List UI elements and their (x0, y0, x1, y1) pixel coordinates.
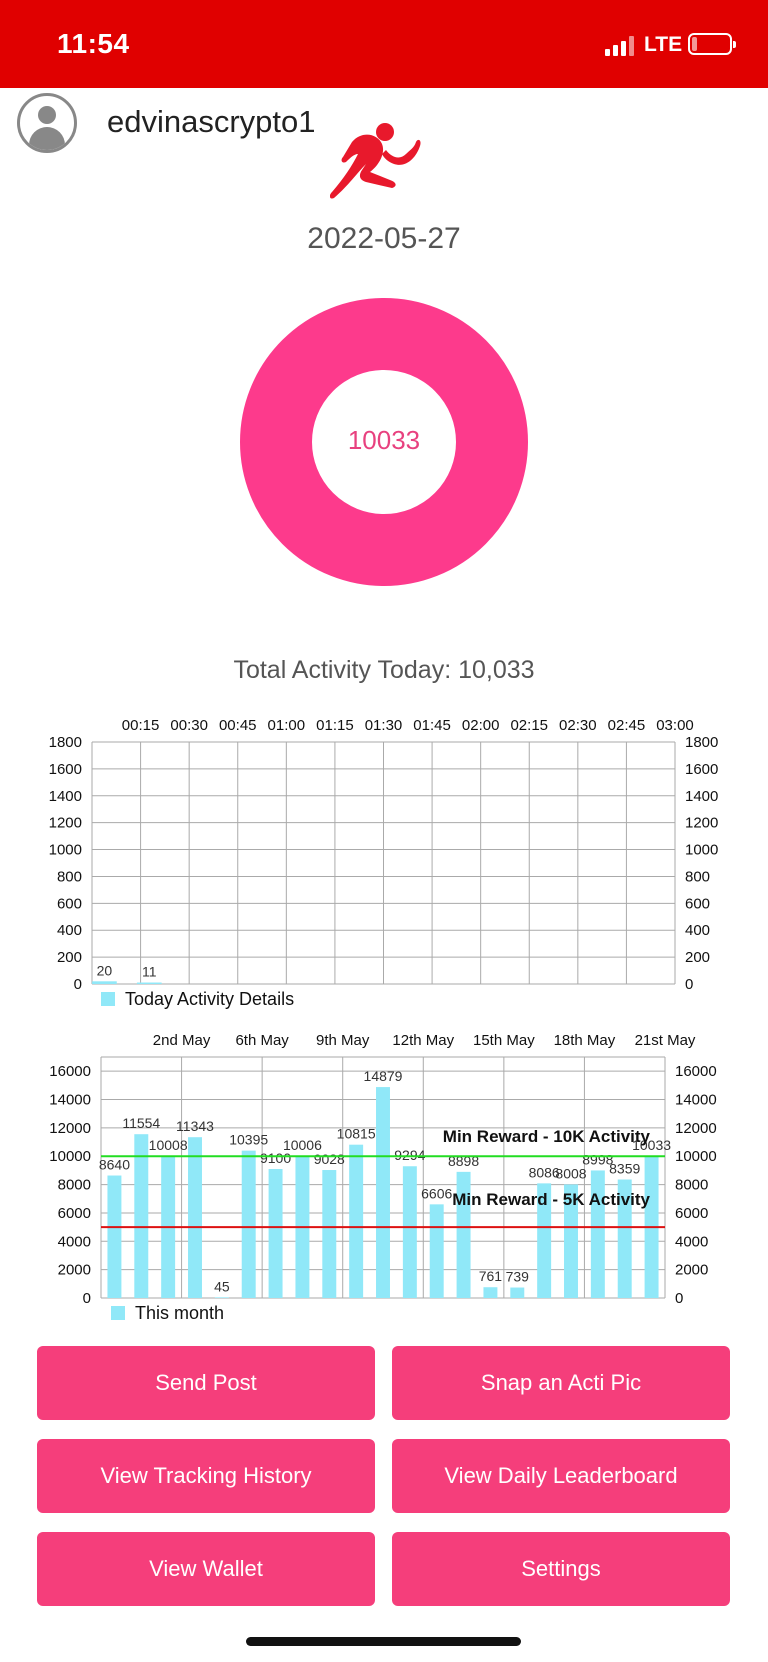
y-tick-label-left: 16000 (49, 1063, 91, 1081)
y-tick-label-right: 1400 (685, 787, 719, 805)
bar-value-label: 8086 (528, 1164, 560, 1181)
today-activity-chart (0, 712, 768, 1012)
runner-logo-icon (330, 120, 430, 212)
x-tick-label: 02:00 (461, 717, 500, 734)
bar (242, 1151, 256, 1298)
bar (376, 1087, 390, 1298)
bar (483, 1287, 497, 1298)
y-tick-label-right: 1600 (685, 760, 719, 778)
x-tick-label: 00:30 (170, 717, 208, 734)
y-tick-label-right: 200 (685, 949, 711, 967)
x-tick-label: 01:15 (316, 717, 354, 734)
legend-label: Today Activity Details (125, 989, 295, 1009)
y-tick-label-left: 0 (73, 976, 82, 993)
y-tick-label-right: 0 (685, 976, 694, 993)
x-tick-label: 2nd May (152, 1032, 211, 1049)
total-activity-label: Total Activity Today: 10,033 (233, 656, 535, 684)
y-tick-label-left: 14000 (49, 1091, 91, 1109)
bar-value-label: 8008 (555, 1165, 587, 1182)
y-tick-label-right: 12000 (675, 1119, 717, 1137)
bar-value-label: 8898 (447, 1152, 480, 1169)
bar-value-label: 10033 (632, 1136, 672, 1153)
daily-leaderboard-button[interactable]: View Daily Leaderboard (392, 1439, 730, 1513)
x-tick-label: 9th May (316, 1032, 370, 1049)
x-tick-label: 00:45 (218, 717, 257, 734)
bar-value-label: 10815 (336, 1125, 376, 1142)
signal-icon (605, 36, 637, 56)
reference-line-label: Min Reward - 5K Activity (452, 1190, 650, 1210)
y-tick-label-right: 0 (675, 1290, 684, 1307)
y-tick-label-left: 400 (56, 922, 82, 940)
x-tick-label: 6th May (235, 1032, 289, 1049)
y-tick-label-right: 1000 (685, 841, 719, 859)
y-tick-label-left: 8000 (57, 1176, 91, 1194)
bar (322, 1170, 336, 1298)
network-type: LTE (644, 33, 683, 56)
x-tick-label: 18th May (553, 1032, 616, 1049)
snap-pic-button[interactable]: Snap an Acti Pic (392, 1346, 730, 1420)
x-tick-label: 01:45 (413, 717, 451, 734)
bar-value-label: 9294 (394, 1147, 426, 1164)
bar-value-label: 11 (141, 963, 157, 980)
x-tick-label: 21st May (634, 1032, 696, 1049)
y-tick-label-left: 1200 (48, 814, 82, 832)
y-tick-label-right: 1200 (685, 814, 719, 832)
wallet-button[interactable]: View Wallet (37, 1532, 375, 1606)
y-tick-label-right: 6000 (675, 1204, 709, 1222)
y-tick-label-left: 1800 (48, 734, 82, 751)
tracking-history-button[interactable]: View Tracking History (37, 1439, 375, 1513)
y-tick-label-right: 16000 (675, 1063, 717, 1081)
send-post-button[interactable]: Send Post (37, 1346, 375, 1420)
y-tick-label-right: 2000 (675, 1261, 709, 1279)
y-tick-label-right: 400 (685, 922, 711, 940)
bar (107, 1176, 121, 1298)
y-tick-label-right: 10000 (675, 1148, 717, 1166)
y-tick-label-left: 6000 (57, 1204, 91, 1222)
status-time: 11:54 (57, 28, 130, 59)
bar-value-label: 9100 (259, 1149, 292, 1166)
bar (137, 983, 162, 984)
status-bar (0, 0, 768, 88)
legend-label: This month (135, 1303, 225, 1323)
y-tick-label-left: 600 (56, 895, 82, 913)
bar (215, 1297, 229, 1298)
x-tick-label: 00:15 (121, 717, 160, 734)
username: edvinascrypto1 (107, 104, 316, 139)
bar (92, 981, 117, 984)
bar-value-label: 45 (214, 1278, 230, 1295)
bar-value-label: 8998 (582, 1151, 614, 1168)
bar-value-label: 10008 (148, 1137, 188, 1154)
donut-value: 10033 (347, 425, 421, 455)
settings-button[interactable]: Settings (392, 1532, 730, 1606)
y-tick-label-left: 1600 (48, 760, 82, 778)
x-tick-label: 01:30 (364, 717, 403, 734)
y-tick-label-left: 200 (56, 949, 82, 967)
y-tick-label-right: 1800 (685, 734, 719, 751)
bar-value-label: 11343 (176, 1118, 214, 1135)
y-tick-label-left: 1000 (48, 841, 82, 859)
y-tick-label-left: 10000 (49, 1148, 91, 1166)
bar (349, 1145, 363, 1298)
y-tick-label-left: 800 (56, 868, 82, 886)
bar (188, 1137, 202, 1298)
bar (269, 1169, 283, 1298)
bar-value-label: 9028 (313, 1151, 345, 1168)
bar-value-label: 10006 (282, 1137, 322, 1154)
bar-value-label: 6606 (421, 1185, 453, 1202)
bar (134, 1134, 148, 1298)
bar (510, 1288, 524, 1298)
y-tick-label-right: 600 (685, 895, 711, 913)
bar (403, 1166, 417, 1298)
y-tick-label-left: 0 (82, 1290, 91, 1307)
bar-value-label: 10395 (229, 1131, 269, 1148)
bar-value-label: 14879 (363, 1068, 403, 1085)
y-tick-label-left: 1400 (48, 787, 82, 805)
bar-value-label: 11554 (122, 1115, 161, 1132)
bar-value-label: 8359 (609, 1160, 641, 1177)
y-tick-label-right: 4000 (675, 1233, 709, 1251)
legend-swatch (101, 992, 115, 1006)
x-tick-label: 12th May (392, 1032, 455, 1049)
date-label: 2022-05-27 (307, 222, 461, 255)
y-tick-label-right: 800 (685, 868, 711, 886)
y-tick-label-left: 12000 (49, 1119, 91, 1137)
bar (430, 1204, 444, 1298)
bar-value-label: 761 (478, 1268, 503, 1285)
battery-icon (688, 33, 732, 55)
monthly-activity-chart (0, 1028, 768, 1328)
avatar[interactable] (17, 93, 77, 153)
home-indicator[interactable] (246, 1637, 521, 1646)
bar-value-label: 20 (96, 962, 113, 979)
x-tick-label: 02:45 (607, 717, 646, 734)
x-tick-label: 02:30 (559, 717, 597, 734)
reference-line-label: Min Reward - 10K Activity (442, 1127, 650, 1147)
bar-value-label: 739 (505, 1268, 529, 1285)
x-tick-label: 03:00 (656, 717, 694, 734)
x-tick-label: 02:15 (510, 717, 549, 734)
bar-value-label: 8640 (98, 1156, 131, 1173)
x-tick-label: 01:00 (267, 717, 306, 734)
y-tick-label-left: 4000 (57, 1233, 91, 1251)
y-tick-label-right: 8000 (675, 1176, 709, 1194)
x-tick-label: 15th May (473, 1032, 535, 1049)
y-tick-label-left: 2000 (57, 1261, 91, 1279)
legend-swatch (111, 1306, 125, 1320)
y-tick-label-right: 14000 (675, 1091, 717, 1109)
